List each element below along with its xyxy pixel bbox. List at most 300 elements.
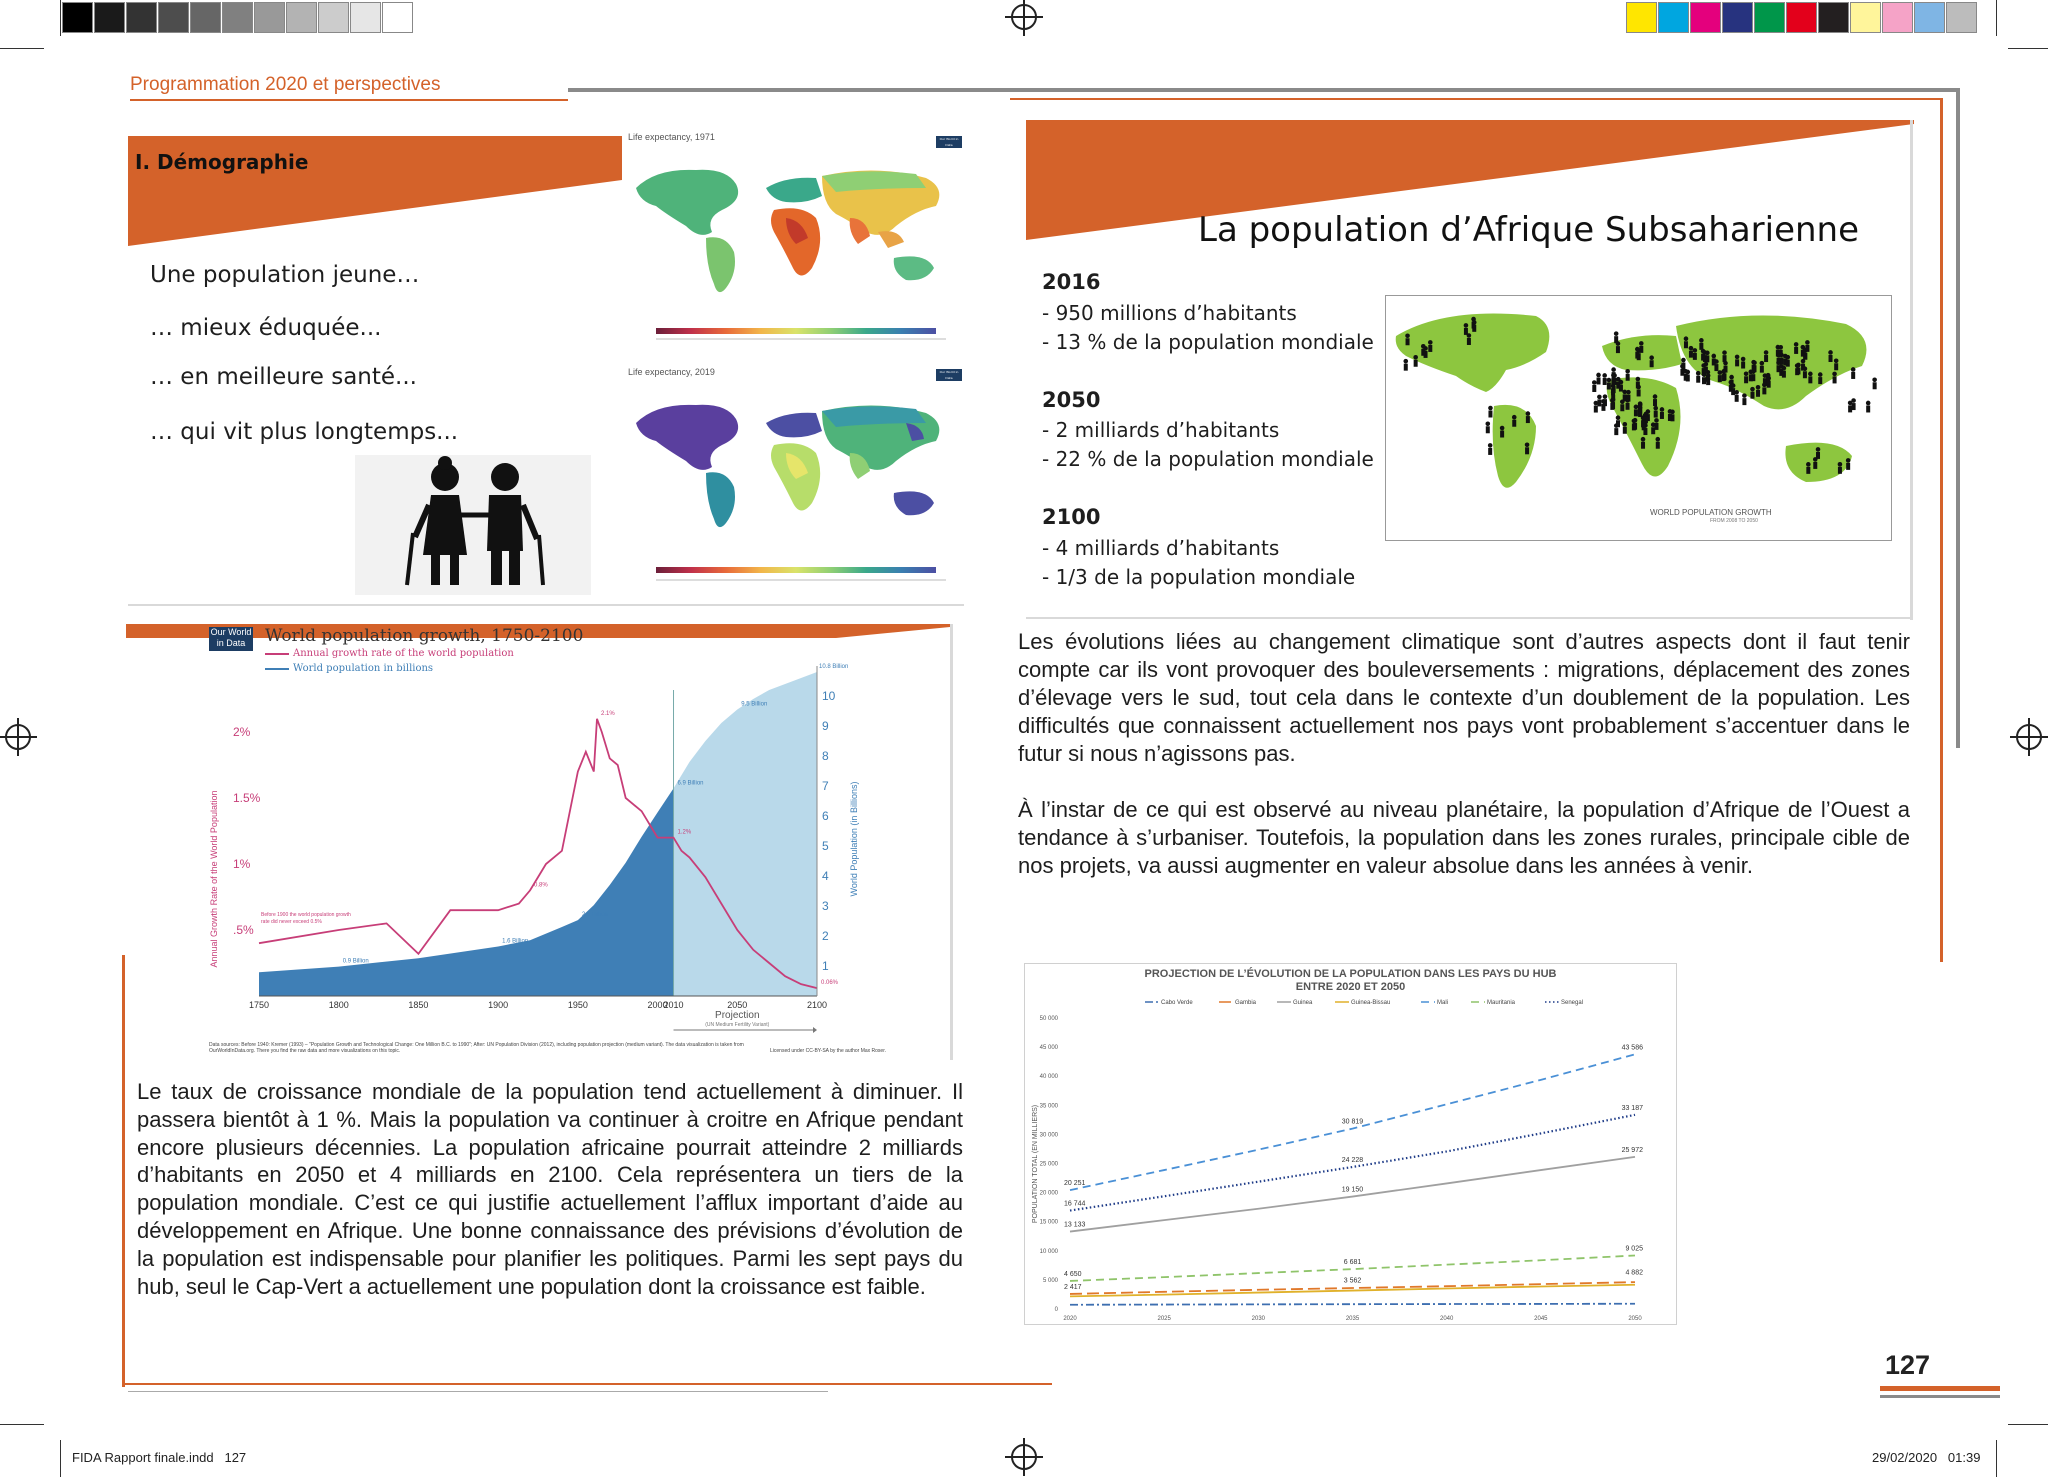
registration-mark-icon	[5, 724, 31, 750]
population-person-icon	[1592, 380, 1597, 385]
owid-badge: Our World in Data	[936, 369, 962, 381]
population-person-icon	[1413, 355, 1418, 360]
population-person-icon	[1766, 373, 1771, 378]
crop-mark	[2008, 48, 2048, 49]
population-person-icon	[1612, 372, 1616, 379]
population-person-icon	[1488, 443, 1493, 448]
population-person-icon	[1596, 373, 1601, 378]
footer-date-time: 29/02/2020 01:39	[1872, 1450, 1981, 1465]
population-person-icon	[1643, 428, 1647, 435]
data-label: 43 586	[1621, 1044, 1643, 1052]
color-swatch	[1882, 2, 1913, 33]
right-border-grey	[1956, 88, 1960, 748]
population-person-icon	[1594, 401, 1599, 406]
population-person-icon	[1762, 387, 1766, 394]
population-person-icon	[1711, 354, 1716, 359]
population-person-icon	[1806, 462, 1811, 467]
x-tick-label: 1950	[567, 1000, 588, 1010]
fact-item: - 2 milliards d’habitants	[1042, 418, 1280, 442]
y-axis-label: POPULATION TOTAL (EN MILLIERS)	[1032, 1104, 1039, 1224]
population-person-icon	[1620, 404, 1624, 411]
population-person-icon	[1623, 422, 1628, 427]
panel-right-border	[1910, 120, 1913, 620]
population-person-icon	[1653, 399, 1657, 406]
map-title: Life expectancy, 1971	[628, 132, 715, 142]
population-person-icon	[1684, 336, 1689, 341]
population-paragraph: Le taux de croissance mondiale de la population tend actuellement à diminuer. Il passera bientôt à 1 %. Mais la population va continuer à croitre en Afrique pendant encore plusieurs décennies. La population africaine pourrait atteindre 2 milliards d’habitants en 2050 et 4 milliards en 2100. Cela représentera un tiers de la population mondiale. C’est ce qui justifie actuellement l’afflux important d’aide au développement en Afrique. Une bonne connaissance des prévisions d’évolution de la population est indispensable pour planifier les politiques. Parmi les sept pays du hub, seul le Cap-Vert a actuellement une population dont la croissance est faible.	[137, 1079, 963, 1299]
population-person-icon	[1721, 369, 1726, 374]
life-expectancy-map-1971	[626, 132, 964, 358]
population-person-icon	[1805, 345, 1809, 352]
population-person-icon	[1619, 380, 1624, 385]
population-person-icon	[1752, 365, 1756, 372]
population-person-icon	[1829, 355, 1833, 362]
population-person-icon	[1806, 467, 1810, 474]
population-person-icon	[1764, 350, 1769, 355]
population-person-icon	[1752, 360, 1757, 365]
x-tick-label: 2040	[1439, 1316, 1454, 1322]
y-tick-label: 30 000	[1039, 1132, 1058, 1139]
population-person-icon	[1748, 370, 1753, 375]
population-person-icon	[1634, 405, 1639, 410]
population-person-icon	[1777, 358, 1781, 365]
registration-mark-icon	[1011, 4, 1037, 30]
population-person-icon	[1638, 409, 1642, 416]
population-historic-area	[259, 788, 674, 996]
population-person-icon	[1660, 407, 1665, 412]
gray-swatch	[94, 2, 125, 33]
running-title: Programmation 2020 et perspectives	[130, 74, 441, 95]
left-tick-label: 2%	[233, 725, 251, 739]
population-point-label: 1.6 Billion	[502, 938, 529, 945]
population-person-icon	[1741, 362, 1745, 369]
population-person-icon	[1735, 355, 1740, 360]
rate-point-label: 1.2%	[677, 829, 692, 836]
x-tick-label: 2010	[663, 1000, 684, 1010]
right-tick-label: 8	[822, 749, 829, 763]
population-person-icon	[1626, 374, 1630, 381]
fact-item: - 13 % de la population mondiale	[1042, 330, 1374, 354]
population-person-icon	[1838, 462, 1843, 467]
panel-bottom-border	[1026, 617, 1913, 619]
right-tick-label: 7	[822, 779, 829, 793]
population-person-icon	[1803, 371, 1807, 378]
gray-swatch	[350, 2, 381, 33]
population-person-icon	[1654, 423, 1658, 430]
population-person-icon	[1866, 405, 1870, 412]
data-label: 4 882	[1625, 1269, 1643, 1277]
fact-item: - 950 millions d’habitants	[1042, 301, 1297, 325]
gray-swatch	[62, 2, 93, 33]
population-person-icon	[1846, 463, 1850, 470]
right-tick-label: 4	[822, 869, 829, 883]
right-tick-label: 10	[822, 689, 836, 703]
population-person-icon	[1636, 377, 1641, 382]
map-subcaption: FROM 2008 TO 2050	[1710, 518, 1758, 524]
paragraph: À l’instar de ce qui est observé au niveau planétaire, la population d’Afrique de l’Ouest a tendance à s’urbaniser. Toutefois, la population dans les zones rurales, principale cible de nos projets, va aussi augmenter en valeur absolue dans les années à venir.	[1018, 797, 1910, 878]
population-person-icon	[1848, 405, 1852, 412]
color-swatch	[1626, 2, 1657, 33]
gray-swatch	[382, 2, 413, 33]
registration-mark-icon	[2016, 724, 2042, 750]
fact-item: - 1/3 de la population mondiale	[1042, 565, 1356, 589]
hub-chart-title: PROJECTION DE L’ÉVOLUTION DE LA POPULATION DANS LES PAYS DU HUB	[1144, 968, 1557, 980]
x-tick-label: 2030	[1251, 1316, 1266, 1322]
population-person-icon	[1872, 377, 1877, 382]
population-person-icon	[1834, 358, 1839, 363]
projection-sublabel: (UN Medium Fertility Variant)	[705, 1022, 770, 1028]
population-person-icon	[1486, 426, 1490, 433]
data-label: 4 650	[1064, 1270, 1082, 1278]
page-number: 127	[1885, 1350, 1931, 1380]
left-tick-label: .5%	[233, 923, 254, 937]
population-person-icon	[1808, 372, 1813, 377]
population-person-icon	[1705, 355, 1709, 362]
population-point-label: 10.8 Billion	[819, 664, 849, 670]
population-person-icon	[1866, 401, 1871, 406]
crop-mark	[60, 1440, 61, 1477]
population-point-label: 9.5 Billion	[741, 701, 768, 708]
fact-item: - 4 milliards d’habitants	[1042, 536, 1280, 560]
population-person-icon	[1794, 342, 1799, 347]
legend-population-label: World population in billions	[293, 663, 434, 674]
y-tick-label: 50 000	[1039, 1016, 1058, 1022]
population-person-icon	[1778, 345, 1783, 350]
population-person-icon	[1723, 355, 1727, 362]
population-person-icon	[1750, 392, 1754, 399]
population-person-icon	[1525, 447, 1529, 454]
color-swatch	[1690, 2, 1721, 33]
population-person-icon	[1756, 385, 1761, 390]
elderly-couple-icon	[355, 455, 591, 595]
chart-title: World population growth, 1750-2100	[265, 626, 584, 646]
fact-item: - 22 % de la population mondiale	[1042, 447, 1374, 471]
population-person-icon	[1705, 351, 1710, 356]
data-label: 9 025	[1625, 1245, 1643, 1253]
population-person-icon	[1722, 350, 1727, 355]
population-person-icon	[1616, 346, 1620, 353]
data-label: 30 819	[1341, 1118, 1364, 1126]
gray-swatch	[286, 2, 317, 33]
population-person-icon	[1701, 349, 1706, 354]
population-person-icon	[1414, 360, 1418, 367]
data-label: 24 228	[1341, 1156, 1364, 1164]
data-label: 20 251	[1064, 1180, 1086, 1188]
population-person-icon	[1607, 378, 1612, 383]
population-person-icon	[1633, 418, 1638, 423]
population-person-icon	[1735, 359, 1739, 366]
population-person-icon	[1801, 364, 1805, 371]
left-axis-label: Annual Growth Rate of the World Population	[209, 790, 219, 968]
x-tick-label: 1900	[488, 1000, 509, 1010]
population-person-icon	[1838, 467, 1842, 474]
y-tick-label: 0	[1054, 1307, 1058, 1313]
population-person-icon	[1656, 442, 1660, 449]
population-person-icon	[1654, 411, 1658, 418]
population-person-icon	[1635, 352, 1639, 359]
color-swatch	[1722, 2, 1753, 33]
right-tick-label: 2	[822, 929, 829, 943]
population-person-icon	[1611, 367, 1616, 372]
fact-year: 2016	[1042, 270, 1101, 294]
population-person-icon	[1828, 350, 1833, 355]
population-person-icon	[1796, 367, 1800, 374]
y-tick-label: 25 000	[1039, 1161, 1058, 1168]
x-tick-label: 2050	[727, 1000, 748, 1010]
population-person-icon	[1464, 323, 1469, 328]
population-person-icon	[1686, 374, 1690, 381]
population-person-icon	[1735, 395, 1739, 402]
population-person-icon	[1641, 416, 1646, 421]
header-rule-orange	[130, 99, 568, 101]
header-rule-grey	[568, 88, 1960, 92]
population-person-icon	[1526, 416, 1530, 423]
paragraph: Les évolutions liées au changement climatique sont d’autres aspects dont il faut tenir compte car ils vont provoquer des bouleversements : migrations, déplacement des zones d’élevage vers le sud, tout cela dans le contexte d’un doublement de la population. Les difficultés que connaissent actuellement nos pays vont probablement s’accentuer dans le futur si nous n’agissons pas.	[1018, 629, 1910, 766]
data-label: 13 133	[1064, 1221, 1086, 1229]
population-person-icon	[1729, 375, 1734, 380]
population-person-icon	[1610, 403, 1614, 410]
population-person-icon	[1718, 375, 1722, 382]
population-person-icon	[1693, 353, 1697, 360]
x-tick-label: 2045	[1534, 1316, 1548, 1322]
point-item: … qui vit plus longtemps...	[150, 419, 459, 445]
population-person-icon	[1653, 406, 1658, 411]
crop-mark	[0, 48, 44, 49]
population-person-icon	[1734, 390, 1739, 395]
population-person-icon	[1614, 331, 1619, 336]
legend-label: Cabo Verde	[1161, 1000, 1193, 1006]
population-person-icon	[1750, 387, 1755, 392]
map-caption: WORLD POPULATION GROWTH	[1650, 508, 1772, 517]
population-person-icon	[1813, 462, 1817, 469]
projection-label: Projection	[715, 1010, 760, 1021]
panel-divider	[128, 604, 964, 606]
gray-swatch	[254, 2, 285, 33]
right-tick-label: 9	[822, 719, 829, 733]
header-rule-orange-2	[1010, 98, 1942, 100]
population-person-icon	[1512, 415, 1517, 420]
data-label: 6 681	[1343, 1259, 1362, 1267]
population-person-icon	[1803, 353, 1807, 360]
legend-label: Guinea-Bissau	[1351, 1000, 1391, 1006]
population-person-icon	[1668, 414, 1672, 421]
population-person-icon	[1816, 452, 1820, 459]
population-person-icon	[1626, 403, 1630, 410]
rate-point-label: 2.1%	[600, 710, 615, 717]
population-person-icon	[1816, 447, 1821, 452]
right-tick-label: 5	[822, 839, 829, 853]
population-point-label: 6.9 Billion	[677, 780, 704, 787]
population-person-icon	[1786, 360, 1790, 367]
population-projection-area	[674, 672, 817, 996]
population-person-icon	[1641, 442, 1645, 449]
series-line-guinea-bissau	[1070, 1285, 1635, 1297]
population-person-icon	[1620, 399, 1625, 404]
population-person-icon	[1611, 390, 1616, 395]
population-person-icon	[1405, 333, 1410, 338]
series-line-cabo-verde	[1070, 1304, 1635, 1305]
color-swatch	[1850, 2, 1881, 33]
population-person-icon	[1689, 351, 1693, 358]
legend-label: Senegal	[1561, 1000, 1584, 1006]
population-person-icon	[1614, 336, 1618, 343]
population-person-icon	[1500, 426, 1505, 431]
population-person-icon	[1668, 409, 1673, 414]
population-person-icon	[1594, 406, 1598, 413]
footer-file-name: FIDA Rapport finale.indd 127	[72, 1450, 247, 1465]
gray-swatch	[126, 2, 157, 33]
population-person-icon	[1603, 394, 1608, 399]
x-tick-label: 2050	[1628, 1316, 1642, 1322]
population-person-icon	[1808, 376, 1812, 383]
series-line-guinea	[1070, 1157, 1635, 1232]
y-tick-label: 20 000	[1039, 1190, 1058, 1197]
population-point-label: 2.5 Billion	[581, 912, 608, 919]
population-person-icon	[1636, 385, 1641, 390]
left-tick-label: 1%	[233, 857, 251, 871]
life-expectancy-map-2019	[626, 367, 964, 599]
bottom-rule-grey	[128, 1391, 828, 1392]
population-person-icon	[1693, 348, 1698, 353]
crop-mark	[1996, 1440, 1997, 1477]
population-person-icon	[1644, 412, 1649, 417]
population-person-icon	[1660, 412, 1664, 419]
population-person-icon	[1834, 363, 1838, 370]
gray-swatch	[222, 2, 253, 33]
population-person-icon	[1696, 371, 1701, 376]
crop-mark	[2008, 1424, 2048, 1425]
legend-label: Guinea	[1293, 1000, 1313, 1006]
point-item: … mieux éduquée...	[150, 315, 382, 341]
data-label: 33 187	[1621, 1104, 1643, 1112]
population-person-icon	[1603, 378, 1607, 385]
population-person-icon	[1833, 376, 1837, 383]
hub-projection-chart	[1024, 963, 1677, 1325]
population-person-icon	[1641, 437, 1646, 442]
population-person-icon	[1472, 320, 1477, 325]
population-person-icon	[1500, 431, 1504, 438]
population-person-icon	[1525, 442, 1530, 447]
population-person-icon	[1704, 367, 1708, 374]
population-person-icon	[1592, 385, 1596, 392]
population-person-icon	[1704, 362, 1709, 367]
population-person-icon	[1639, 341, 1644, 346]
fact-year: 2050	[1042, 388, 1101, 412]
x-tick-label: 2000	[647, 1000, 668, 1010]
projection-arrow-head	[813, 1027, 817, 1033]
population-person-icon	[1638, 404, 1643, 409]
population-person-icon	[1607, 383, 1611, 390]
population-person-icon	[1794, 347, 1798, 354]
y-tick-label: 35 000	[1039, 1103, 1058, 1110]
data-label: 25 972	[1621, 1146, 1643, 1154]
population-person-icon	[1467, 338, 1471, 345]
chart-source-note: Data sources: Before 1940: Kremer (1993) – "Population Growth and Technological Change: One Million B.C. to 1990"; After: UN Population Division (2012), including population projection (medium variant). The data visualization is taken from OurWorldInData.org. There you find the raw data and more visualizations on this topic.	[209, 1042, 744, 1054]
population-person-icon	[1785, 355, 1790, 360]
right-tick-label: 1	[822, 959, 829, 973]
population-person-icon	[1712, 358, 1716, 365]
population-person-icon	[1597, 377, 1601, 384]
map-title: Life expectancy, 2019	[628, 367, 715, 377]
population-person-icon	[1526, 411, 1531, 416]
crop-mark	[0, 1424, 44, 1425]
population-person-icon	[1654, 418, 1659, 423]
population-person-icon	[1488, 411, 1492, 418]
x-tick-label: 2035	[1345, 1316, 1360, 1322]
population-person-icon	[1406, 338, 1410, 345]
population-person-icon	[1741, 357, 1746, 362]
population-person-icon	[1619, 385, 1623, 392]
gray-swatch	[190, 2, 221, 33]
population-person-icon	[1744, 376, 1748, 383]
population-person-icon	[1421, 344, 1426, 349]
population-person-icon	[1653, 394, 1658, 399]
chart-panel-left-border	[122, 955, 125, 1387]
population-person-icon	[1428, 340, 1433, 345]
population-person-icon	[1616, 415, 1621, 420]
population-person-icon	[1706, 378, 1710, 385]
data-label: 3 562	[1343, 1277, 1362, 1285]
population-person-icon	[1699, 343, 1703, 350]
left-tick-label: 1.5%	[233, 791, 261, 805]
population-person-icon	[1485, 421, 1490, 426]
world-population-chart	[205, 624, 950, 1066]
y-tick-label: 5 000	[1042, 1277, 1058, 1284]
population-person-icon	[1742, 393, 1747, 398]
legend-rate-label: Annual growth rate of the world population	[293, 648, 514, 659]
population-person-icon	[1421, 349, 1425, 356]
x-tick-label: 2020	[1063, 1316, 1077, 1322]
rate-point-label: 0.8%	[534, 882, 548, 889]
population-person-icon	[1699, 338, 1704, 343]
population-person-icon	[1818, 372, 1823, 377]
world-population-growth-map	[1385, 295, 1892, 541]
gray-swatch	[318, 2, 349, 33]
right-axis-label: World Population (in Billions)	[849, 781, 859, 897]
population-person-icon	[1764, 355, 1768, 362]
population-person-icon	[1681, 358, 1686, 363]
population-person-icon	[1852, 403, 1856, 410]
x-tick-label: 1850	[408, 1000, 429, 1010]
color-swatch	[1658, 2, 1689, 33]
population-person-icon	[1760, 361, 1765, 366]
rate-annotation: Before 1900 the world population growth rate did never exceed 0.5%	[261, 912, 351, 925]
population-person-icon	[1832, 372, 1837, 377]
data-label: 19 150	[1341, 1186, 1364, 1194]
data-label: 16 744	[1064, 1200, 1086, 1208]
crop-mark	[60, 0, 61, 36]
x-tick-label: 2100	[806, 1000, 828, 1010]
population-person-icon	[1851, 367, 1856, 372]
population-person-icon	[1851, 372, 1855, 379]
population-person-icon	[1685, 370, 1690, 375]
population-person-icon	[1616, 420, 1620, 427]
population-person-icon	[1649, 355, 1654, 360]
population-person-icon	[1637, 389, 1641, 396]
color-swatch	[1946, 2, 1977, 33]
population-person-icon	[1650, 360, 1654, 367]
population-person-icon	[1731, 383, 1736, 388]
population-person-icon	[1742, 398, 1746, 405]
y-tick-label: 45 000	[1039, 1045, 1058, 1052]
climate-paragraphs	[1018, 628, 1910, 908]
population-person-icon	[1851, 398, 1856, 403]
population-point-label: 0.9 Billion	[342, 958, 369, 965]
gray-swatch	[158, 2, 189, 33]
population-person-icon	[1776, 353, 1781, 358]
population-person-icon	[1641, 420, 1645, 427]
population-person-icon	[1635, 347, 1640, 352]
